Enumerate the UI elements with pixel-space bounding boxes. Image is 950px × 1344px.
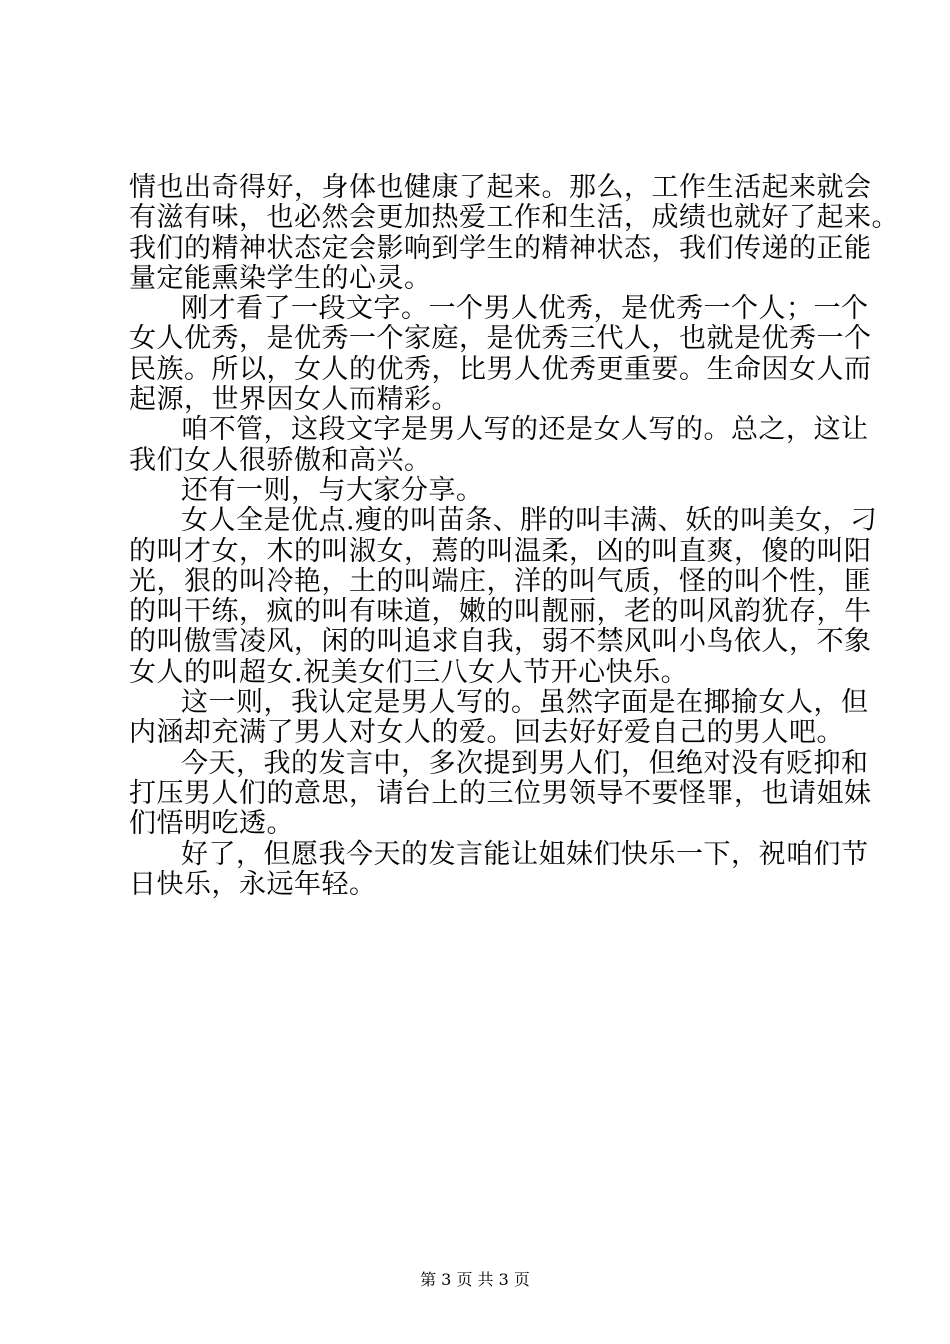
text-line: 民族。所以，女人的优秀，比男人优秀更重要。生命因女人而 bbox=[129, 353, 872, 385]
paragraph-first-line: 这一则，我认定是男人写的。虽然字面是在揶揄女人，但 bbox=[181, 687, 869, 719]
paragraph-first-line: 女人全是优点.瘦的叫苗条、胖的叫丰满、妖的叫美女，刁 bbox=[181, 505, 878, 537]
text-line: 有滋有味，也必然会更加热爱工作和生活，成绩也就好了起来。 bbox=[129, 202, 899, 234]
paragraph-first-line: 咱不管，这段文字是男人写的还是女人写的。总之，这让 bbox=[181, 414, 869, 446]
text-line: 的叫傲雪凌风，闲的叫追求自我，弱不禁风叫小鸟依人，不象 bbox=[129, 626, 872, 658]
text-line: 打压男人们的意思，请台上的三位男领导不要怪罪，也请姐妹 bbox=[129, 777, 872, 809]
text-line: 量定能熏染学生的心灵。 bbox=[129, 262, 432, 294]
text-line: 起源，世界因女人而精彩。 bbox=[129, 384, 459, 416]
paragraph-first-line: 刚才看了一段文字。一个男人优秀，是优秀一个人；一个 bbox=[181, 293, 869, 325]
document-body bbox=[129, 172, 899, 900]
text-line: 的叫干练，疯的叫有味道，嫩的叫靓丽，老的叫风韵犹存，牛 bbox=[129, 596, 872, 628]
paragraph-first-line: 还有一则，与大家分享。 bbox=[181, 474, 484, 506]
text-line: 我们女人很骄傲和高兴。 bbox=[129, 444, 432, 476]
text-line: 女人的叫超女.祝美女们三八女人节开心快乐。 bbox=[129, 656, 689, 688]
text-line: 女人优秀，是优秀一个家庭，是优秀三代人，也就是优秀一个 bbox=[129, 323, 872, 355]
page-footer: 第 3 页 共 3 页 bbox=[420, 1270, 530, 1289]
text-line: 们悟明吃透。 bbox=[129, 808, 294, 840]
text-line: 情也出奇得好，身体也健康了起来。那么，工作生活起来就会 bbox=[129, 172, 872, 203]
text-line: 的叫才女，木的叫淑女，蔫的叫温柔，凶的叫直爽，傻的叫阳 bbox=[129, 535, 872, 567]
text-line: 日快乐，永远年轻。 bbox=[129, 868, 377, 900]
paragraph-first-line: 今天，我的发言中，多次提到男人们，但绝对没有贬抑和 bbox=[181, 747, 869, 779]
text-line: 光，狠的叫冷艳，土的叫端庄，洋的叫气质，怪的叫个性，匪 bbox=[129, 565, 872, 597]
text-line: 我们的精神状态定会影响到学生的精神状态，我们传递的正能 bbox=[129, 232, 872, 264]
text-line: 内涵却充满了男人对女人的爱。回去好好爱自己的男人吧。 bbox=[129, 717, 844, 749]
paragraph-first-line: 好了，但愿我今天的发言能让姐妹们快乐一下，祝咱们节 bbox=[181, 838, 869, 870]
